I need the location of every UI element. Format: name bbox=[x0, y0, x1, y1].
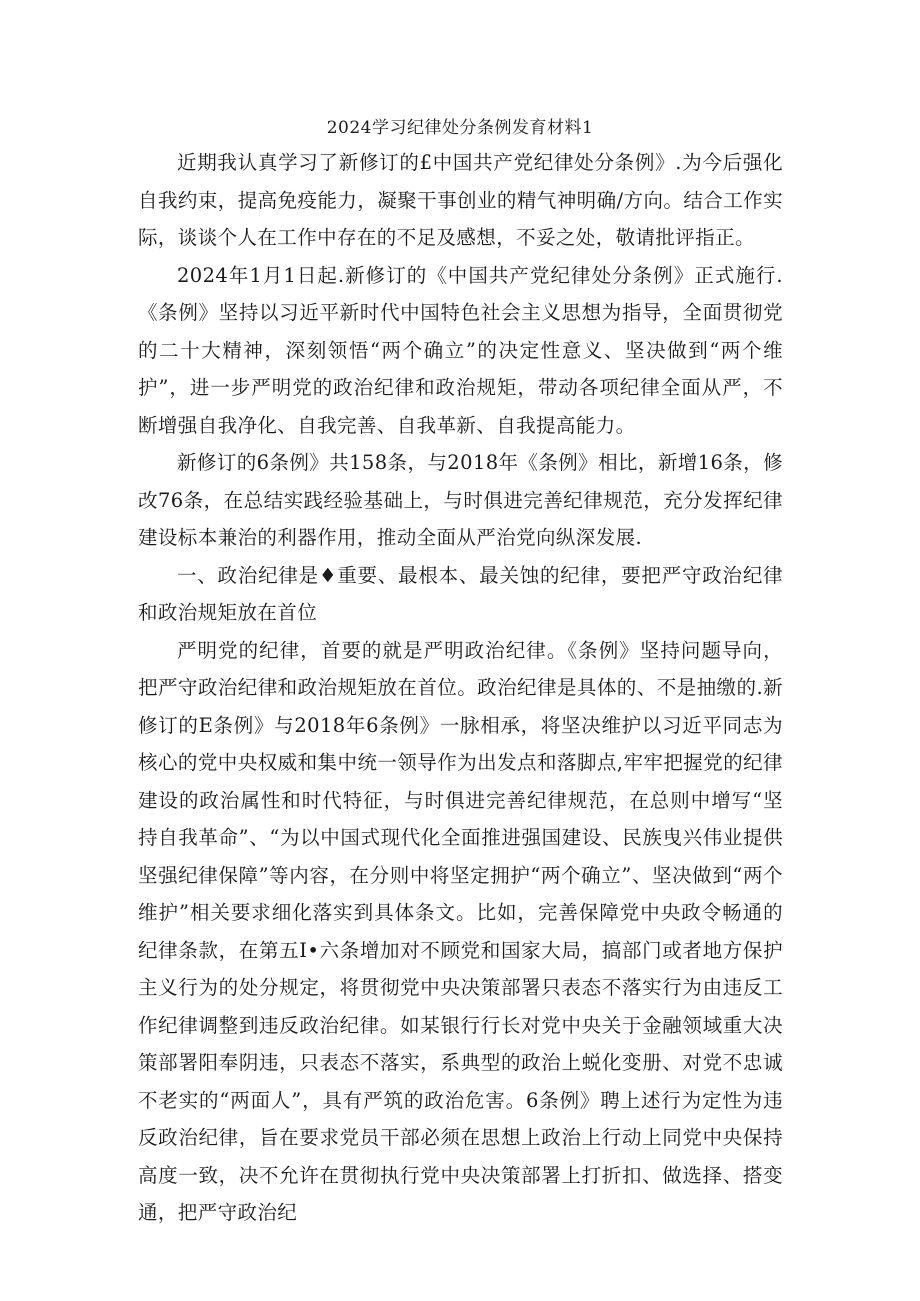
paragraph-political-discipline: 严明党的纪律，首要的就是严明政治纪律。《条例》坚持问题导向，把严守政治纪律和政治规矩放在首位。政治纪律是具体的、不是抽缴的.新修订的E条例》与2018年6条例》一脉相承，将坚决维护以习近平同志为核心的党中央权威和集中统一领导作为出发点和落脚点,牢牢把握党的纪律建设的政治属性和时代特征，与时俱进完善纪律规范，在总则中增写“坚持自我革命”、“为以中国式现代化全面推进强国建设、民族曳兴伟业提供坚强纪律保障”等内容，在分则中将坚定拥护“两个确立”、坚决做到“两个维护”相关要求细化落实到具体条文。比如，完善保障党中央政令畅通的纪律条款，在第五I•六条增加对不顾党和国家大局，搞部门或者地方保护主义行为的处分规定，将贯彻党中央决策部署只表态不落实行为由违反工作纪律调整到违反政治纪律。如某银行行长对党中央关于金融领域重大决策部署阳奉阴违，只表态不落实，系典型的政治上蜕化变册、对党不忠诚不老实的“两面人”，具有严筑的政治危害。6条例》聘上述行为定性为违反政治纪律，旨在要求党员干部必须在思想上政治上行动上同党中央保持高度一致，决不允许在贯彻执行党中央决策部署上打折扣、做选择、搭变通，把严守政治纪 bbox=[138, 638, 783, 1224]
paragraph-background: 2024年1月1日起.新修订的《中国共产党纪律处分条例》正式施行.《条例》坚持以习近平新时代中国特色社会主义思想为指导，全面贯彻党的二十大精神，深刻领悟“两个确立”的决定性意义、坚决做到“两个维护”，进一步严明党的政治纪律和政治规矩，带动各项纪律全面从严，不断增强自我净化、自我完善、自我革新、自我提高能力。 bbox=[138, 263, 783, 437]
document-title: 2024学习纪律处分条例发育材料1 bbox=[326, 118, 594, 138]
section-heading-1: 一、政治纪律是♦重要、最根本、最关蚀的纪律，要把严守政治纪律和政治规矩放在首位 bbox=[138, 563, 783, 624]
paragraph-revision-summary: 新修订的6条例》共158条，与2018年《条例》相比，新增16条，修改76条，在总结实践经验基础上，与时俱进完善纪律规范，充分发挥纪律建设标本兼治的利器作用，推动全面从严治党向纵深发展. bbox=[138, 451, 783, 549]
document-body bbox=[138, 144, 783, 1232]
paragraph-intro: 近期我认真学习了新修订的£中国共产党纪律处分条例》.为今后强化自我约束，提高免疫能力，凝聚干事创业的精气神明确/方向。结合工作实际，谈谈个人在工作中存在的不足及感想，不妥之处，敬请批评指正。 bbox=[138, 151, 783, 249]
